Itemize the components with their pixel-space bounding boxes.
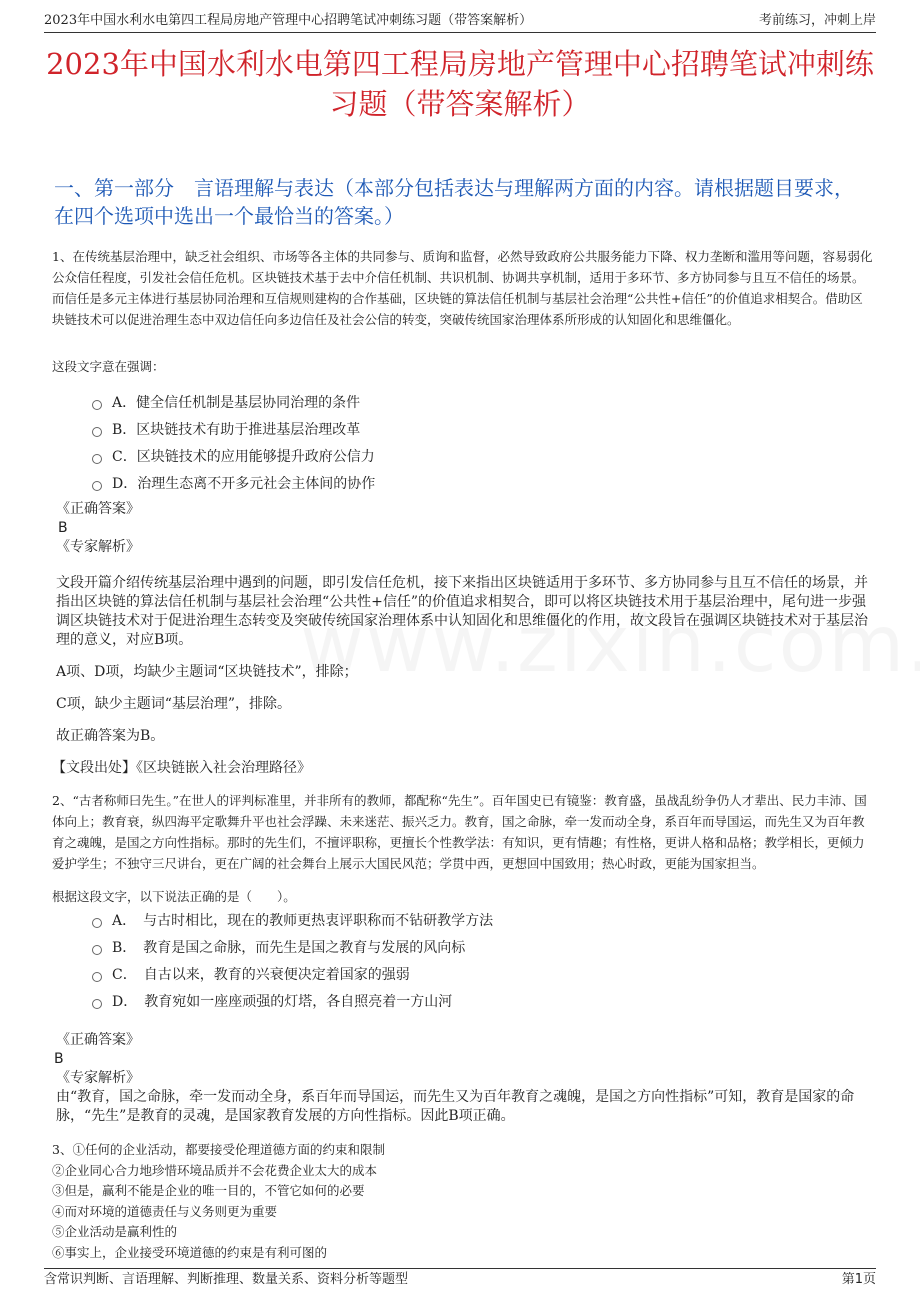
- question-1-options: [92, 388, 874, 496]
- question-2-options: [92, 906, 874, 1014]
- question-1-prompt: 这段文字意在强调：: [52, 359, 165, 374]
- analysis-text: 由“教育，国之命脉，牵一发而动全身，系百年而导国运，而先生又为百年教育之魂魄，是国之方向性指标”可知，教育是国家的命脉，“先生”是教育的灵魂，是国家教育发展的方向性指标。因此B项正确。: [56, 1089, 855, 1124]
- question-1-answer: [56, 500, 874, 557]
- question-3-statements: [52, 1140, 874, 1263]
- option-c[interactable]: C．区块链技术的应用能够提升政府公信力: [92, 442, 874, 469]
- header-slogan: 考前练习，冲刺上岸: [758, 13, 876, 28]
- radio-icon[interactable]: [92, 918, 102, 928]
- statement-line: ②企业同心合力地珍惜环境品质并不会花费企业太大的成本: [52, 1162, 378, 1178]
- option-c[interactable]: C． 自古以来，教育的兴衰便决定着国家的强弱: [92, 960, 874, 987]
- question-1-analysis: 文段开篇介绍传统基层治理中遇到的问题，即引发信任危机，接下来指出区块链适用于多环节、多方协同参与且互不信任的场景，并指出区块链的算法信任机制与基层社会治理“公共性+信任”的价值追求相契合，即可以将区块链技术用于基层治理中，尾句进一步强调区块链技术对于促进治理生态转变及突破传统国家治理体系中认知固化和思维僵化的作用，故文段旨在强调区块链技术对于基层治理的意义，对应B项。 A项、D项，均缺少主题词“区块链技术”，排除； C项，缺少主题词“基层治理”，排除。 故正确答案为B。 【文段出处】《区块链嵌入社会治理路径》: [56, 574, 874, 778]
- page-indicator: 第1页: [841, 1272, 876, 1287]
- analysis-label: 《专家解析》: [56, 539, 140, 555]
- radio-icon[interactable]: [92, 400, 102, 410]
- question-1-passage: 1、在传统基层治理中，缺乏社会组织、市场等各主体的共同参与、质询和监督，必然导致政府公共服务能力下降、权力垄断和滥用等问题，容易弱化公众信任程度，引发社会信任危机。区块链技术基于去中介信任机制、共识机制、协调共享机制，适用于多环节、多方协同参与且互不信任的场景。而信任是多元主体进行基层协同治理和互信规则建构的合作基础，区块链的算法信任机制与基层社会治理“公共性+信任”的价值追求相契合。借助区块链技术可以促进治理生态中双边信任向多边信任及社会公信的转变，突破传统国家治理体系所形成的认知固化和思维僵化。: [52, 249, 873, 327]
- analysis-label: 《专家解析》: [56, 1070, 140, 1086]
- answer-label: 《正确答案》: [56, 501, 140, 517]
- radio-icon[interactable]: [92, 999, 102, 1009]
- option-d[interactable]: D． 教育宛如一座座顽强的灯塔，各自照亮着一方山河: [92, 987, 874, 1014]
- answer-value: B: [54, 1051, 64, 1067]
- option-a[interactable]: A．健全信任机制是基层协同治理的条件: [92, 388, 874, 415]
- radio-icon[interactable]: [92, 427, 102, 437]
- section-heading: 一、第一部分 言语理解与表达（本部分包括表达与理解两方面的内容。请根据题目要求，在四个选项中选出一个最恰当的答案。）: [54, 176, 854, 228]
- footer-note: 含常识判断、言语理解、判断推理、数量关系、资料分析等题型: [44, 1272, 409, 1287]
- page-header: [44, 10, 876, 33]
- source-note: 【文段出处】《区块链嵌入社会治理路径》: [52, 760, 311, 776]
- statement-line: ⑥事实上，企业接受环境道德的约束是有利可图的: [52, 1244, 328, 1260]
- statement-line: ⑤企业活动是赢利性的: [52, 1224, 178, 1239]
- statement-line: ③但是，赢利不能是企业的唯一目的，不管它如何的必要: [52, 1183, 365, 1198]
- radio-icon[interactable]: [92, 945, 102, 955]
- statement-line: ④而对环境的道德责任与义务则更为重要: [52, 1203, 278, 1219]
- radio-icon[interactable]: [92, 972, 102, 982]
- option-d[interactable]: D．治理生态离不开多元社会主体间的协作: [92, 469, 874, 496]
- option-a[interactable]: A． 与古时相比，现在的教师更热衷评职称而不钻研教学方法: [92, 906, 874, 933]
- document-title: 2023年中国水利水电第四工程局房地产管理中心招聘笔试冲刺练习题（带答案解析）: [46, 47, 874, 121]
- option-b[interactable]: B．区块链技术有助于推进基层治理改革: [92, 415, 874, 442]
- statement-line: 3、①任何的企业活动，都要接受伦理道德方面的约束和限制: [52, 1142, 385, 1157]
- header-doc-title: 2023年中国水利水电第四工程局房地产管理中心招聘笔试冲刺练习题（带答案解析）: [44, 13, 533, 28]
- question-2-prompt: 根据这段文字，以下说法正确的是（ ）。: [52, 889, 296, 904]
- page-number: 1: [854, 1272, 863, 1287]
- answer-label: 《正确答案》: [56, 1032, 140, 1048]
- question-2-passage: 2、“古者称师曰先生。”在世人的评判标准里，并非所有的教师，都配称“先生”。百年国史已有镜鉴：教育盛，虽战乱纷争仍人才辈出、民力丰沛、国体向上；教育衰，纵四海平定歌舞升平也社会浮躁、未来迷茫、振兴乏力。教育，国之命脉，牵一发而动全身，系百年而导国运，而先生又为百年教育之魂魄，是国之方向性指标。那时的先生们，不擅评职称，更擅长个性教学法：有知识，更有情趣；有性格，更讲人格和品格；教学相长，更倾力爱护学生；不独守三尺讲台，更在广阔的社会舞台上展示大国民风范；学贯中西，更想回中国致用；热心时政，更能为国家担当。: [52, 793, 867, 871]
- radio-icon[interactable]: [92, 454, 102, 464]
- option-b[interactable]: B． 教育是国之命脉，而先生是国之教育与发展的风向标: [92, 933, 874, 960]
- watermark: [300, 600, 920, 690]
- question-2-answer: [56, 1031, 874, 1126]
- radio-icon[interactable]: [92, 481, 102, 491]
- answer-value: B: [58, 520, 68, 536]
- page-footer: [44, 1268, 876, 1291]
